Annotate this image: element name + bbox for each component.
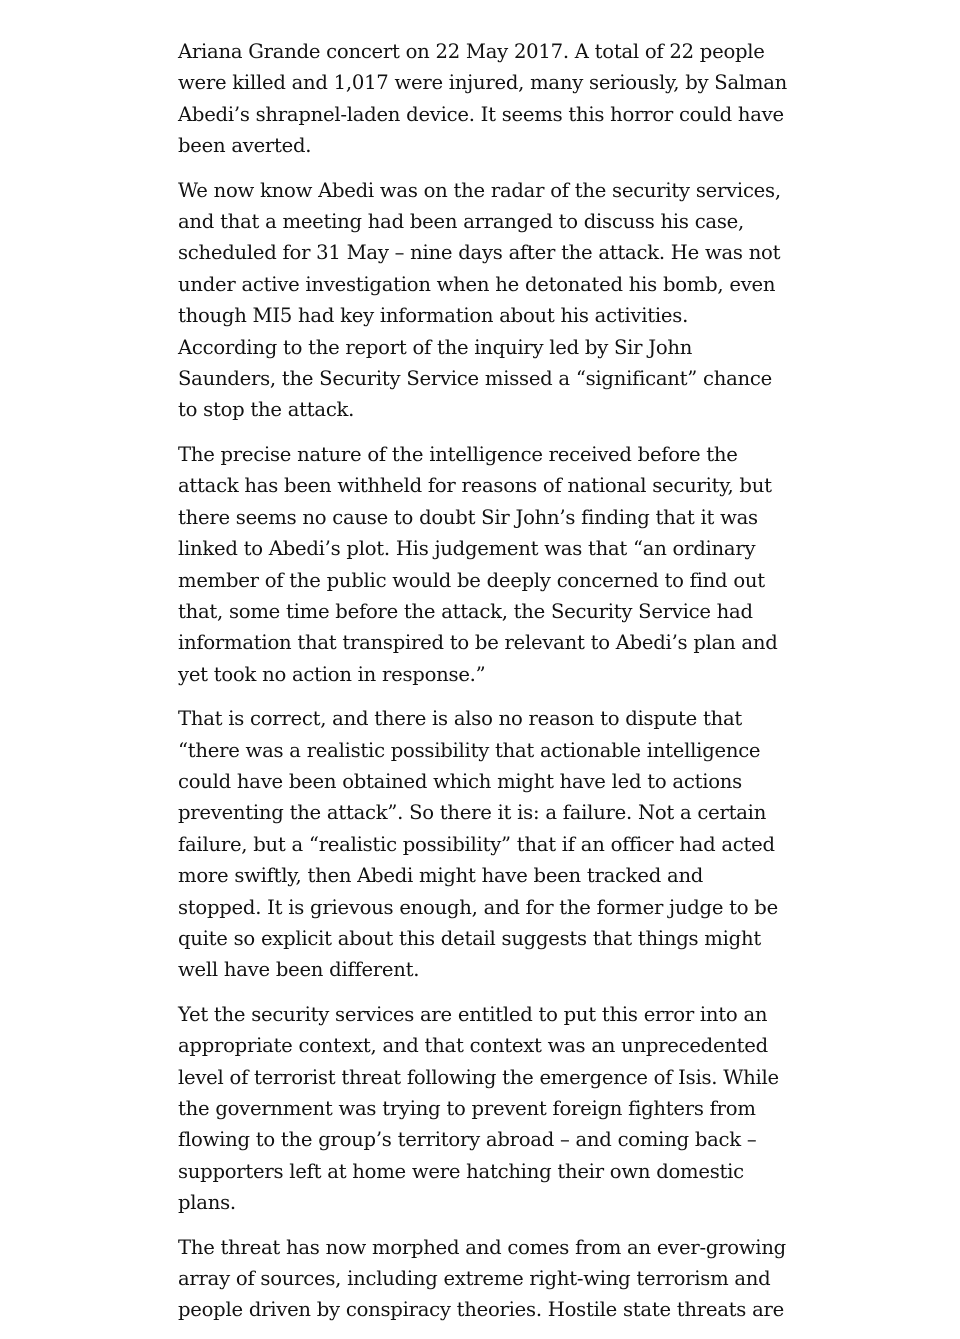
paragraph-6: The threat has now morphed and comes from an ever-growing array of sources, including extreme right-wing terrorism and people driven by conspiracy theories. Hostile state threats are [178,1235,786,1322]
paragraph-5: Yet the security services are entitled to put this error into an appropriate context, and that context was an unprecedented level of terrorist threat following the emergence of Isis. While the government was trying to prevent foreign fighters from flowing to the group’s territory abroad – and coming back – supporters left at home were hatching their own domestic plans. [178,1002,779,1215]
paragraph-4: That is correct, and there is also no reason to dispute that “there was a realistic possibility that actionable intelligence could have been obtained which might have led to actions preventing the attack”. So there it is: a failure. Not a certain failure, but a “realistic possibility” that if an officer had acted more swiftly, then Abedi might have been tracked and stopped. It is grievous enough, and for the former judge to be quite so explicit about this detail suggests that things might well have been different. [178,707,778,982]
article-body [178,36,788,1339]
paragraph-1: Ariana Grande concert on 22 May 2017. A total of 22 people were killed and 1,017 were injured, many seriously, by Salman Abedi’s shrapnel-laden device. It seems this horror could have been averted. [178,40,788,158]
paragraph-2: We now know Abedi was on the radar of the security services, and that a meeting had been arranged to discuss his case, scheduled for 31 May – nine days after the attack. He was not under active investigation when he detonated his bomb, even though MI5 had key information about his activities. According to the report of the inquiry led by Sir John Saunders, the Security Service missed a “significant” chance to stop the attack. [178,178,781,422]
paragraph-3: The precise nature of the intelligence received before the attack has been withheld for reasons of national security, but there seems no cause to doubt Sir John’s finding that it was linked to Abedi’s plot. His judgement was that “an ordinary member of the public would be deeply concerned to find out that, some time before the attack, the Security Service had information that transpired to be relevant to Abedi’s plan and yet took no action in response.” [178,442,778,686]
